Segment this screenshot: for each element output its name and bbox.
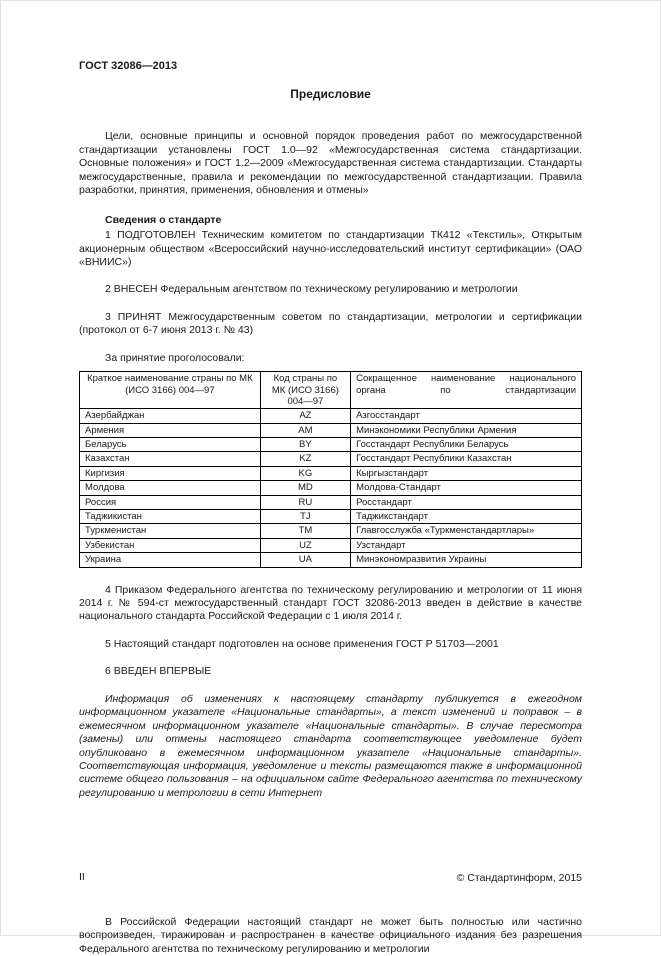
page-number: II <box>79 871 85 883</box>
item-5: 5 Настоящий стандарт подготовлен на основе применения ГОСТ Р 51703—2001 <box>105 637 499 650</box>
vote-intro: За принятие проголосовали: <box>105 351 245 364</box>
body-cell: Госстандарт Республики Беларусь <box>351 438 582 452</box>
code-cell: MD <box>260 481 350 495</box>
body-cell: Азгосстандарт <box>351 409 582 423</box>
header-body: Сокращенное наименование национального органа по стандартизации <box>351 372 582 409</box>
table-row <box>80 438 582 452</box>
code-cell: KG <box>260 466 350 480</box>
body-cell: Минэкономики Республики Армения <box>351 423 582 437</box>
body-cell: Молдова-Стандарт <box>351 481 582 495</box>
table-row <box>80 510 582 524</box>
country-cell: Туркменистан <box>80 524 261 538</box>
body-cell: Главгосслужба «Туркменстандартлары» <box>351 524 582 538</box>
code-cell: AM <box>260 423 350 437</box>
code-cell: RU <box>260 495 350 509</box>
table-row <box>80 409 582 423</box>
page-title: Предисловие <box>290 87 371 102</box>
body-cell: Росстандарт <box>351 495 582 509</box>
vote-table-head <box>80 372 582 409</box>
code-cell: UZ <box>260 538 350 552</box>
body-cell: Узстандарт <box>351 538 582 552</box>
intro-paragraph: Цели, основные принципы и основной порядок проведения работ по межгосударственной стандартизации установлены ГОСТ 1.0—92 «Межгосударственная система стандартизации. Основные положения» и ГОСТ 1.2—2009 «Межгосударственная система стандартизации. Стандарты межгосударственные, правила и рекомендации по межгосударственной стандартизации. Правила разработки, принятия, применения, обновления и отмены» <box>79 130 582 197</box>
table-row <box>80 553 582 567</box>
document-page <box>1 1 660 956</box>
table-row <box>80 452 582 466</box>
code-cell: AZ <box>260 409 350 423</box>
code-cell: TM <box>260 524 350 538</box>
body-cell: Минэкономразвития Украины <box>351 553 582 567</box>
country-cell: Россия <box>80 495 261 509</box>
table-row <box>80 481 582 495</box>
header-code: Код страны по МК (ИСО 3166) 004—97 <box>260 372 350 409</box>
copyright-notice: © Стандартинформ, 2015 <box>456 872 582 885</box>
table-row <box>80 524 582 538</box>
code-cell: BY <box>260 438 350 452</box>
country-cell: Таджикистан <box>80 510 261 524</box>
country-cell: Казахстан <box>80 452 261 466</box>
table-header-row <box>80 372 582 409</box>
table-row <box>80 495 582 509</box>
vote-table-body <box>80 409 582 567</box>
code-cell: UA <box>260 553 350 567</box>
code-cell: KZ <box>260 452 350 466</box>
standard-info-heading: Сведения о стандарте <box>105 213 222 226</box>
amendments-notice: Информация об изменениях к настоящему стандарту публикуется в ежегодном информационном указателе «Национальные стандарты», а текст изменений и поправок – в ежемесячном информационном указателе «Национальные стандарты». В случае пересмотра (замены) или отмены настоящего стандарта соответствующее уведомление будет опубликовано в ежемесячном информационном указателе «Национальные стандарты». Соответствующая информация, уведомление и тексты размещаются также в информационной системе общего пользования – на официальном сайте Федерального агентства по техническому регулированию и метрологии в сети Интернет <box>79 692 582 799</box>
item-introduced: 2 ВНЕСЕН Федеральным агентством по техническому регулированию и метрологии <box>105 283 518 296</box>
country-cell: Узбекистан <box>80 538 261 552</box>
document-header: ГОСТ 32086—2013 <box>79 60 178 72</box>
header-country: Краткое наименование страны по МК (ИСО 3166) 004—97 <box>80 372 261 409</box>
country-cell: Азербайджан <box>80 409 261 423</box>
body-cell: Таджикстандарт <box>351 510 582 524</box>
item-4: 4 Приказом Федерального агентства по техническому регулированию и метрологии от 11 июня 2014 г. № 594-ст межгосударственный стандарт ГОСТ 32086-2013 введен в действие в качестве национального стандарта Российской Федерации с 1 июля 2014 г. <box>79 583 582 623</box>
item-accepted: 3 ПРИНЯТ Межгосударственным советом по стандартизации, метрологии и сертификации (протокол от 6-7 июня 2013 г. № 43) <box>79 310 582 337</box>
item-6: 6 ВВЕДЕН ВПЕРВЫЕ <box>105 665 212 678</box>
table-row <box>80 538 582 552</box>
country-cell: Украина <box>80 553 261 567</box>
body-cell: Госстандарт Республики Казахстан <box>351 452 582 466</box>
vote-table <box>79 371 582 567</box>
table-row <box>80 423 582 437</box>
code-cell: TJ <box>260 510 350 524</box>
item-prepared: 1 ПОДГОТОВЛЕН Техническим комитетом по стандартизации ТК412 «Текстиль», Открытым акционерным обществом «Всероссийский научно-исследовательский институт сертификации» (ОАО «ВНИИС») <box>79 229 582 268</box>
country-cell: Беларусь <box>80 438 261 452</box>
country-cell: Армения <box>80 423 261 437</box>
body-cell: Кыргызстандарт <box>351 466 582 480</box>
reproduction-restriction: В Российской Федерации настоящий стандарт не может быть полностью или частично воспроизведен, тиражирован и распространен в качестве официального издания без разрешения Федерального агентства по техническому регулированию и метрологии <box>79 915 582 955</box>
table-row <box>80 466 582 480</box>
country-cell: Молдова <box>80 481 261 495</box>
country-cell: Киргизия <box>80 466 261 480</box>
